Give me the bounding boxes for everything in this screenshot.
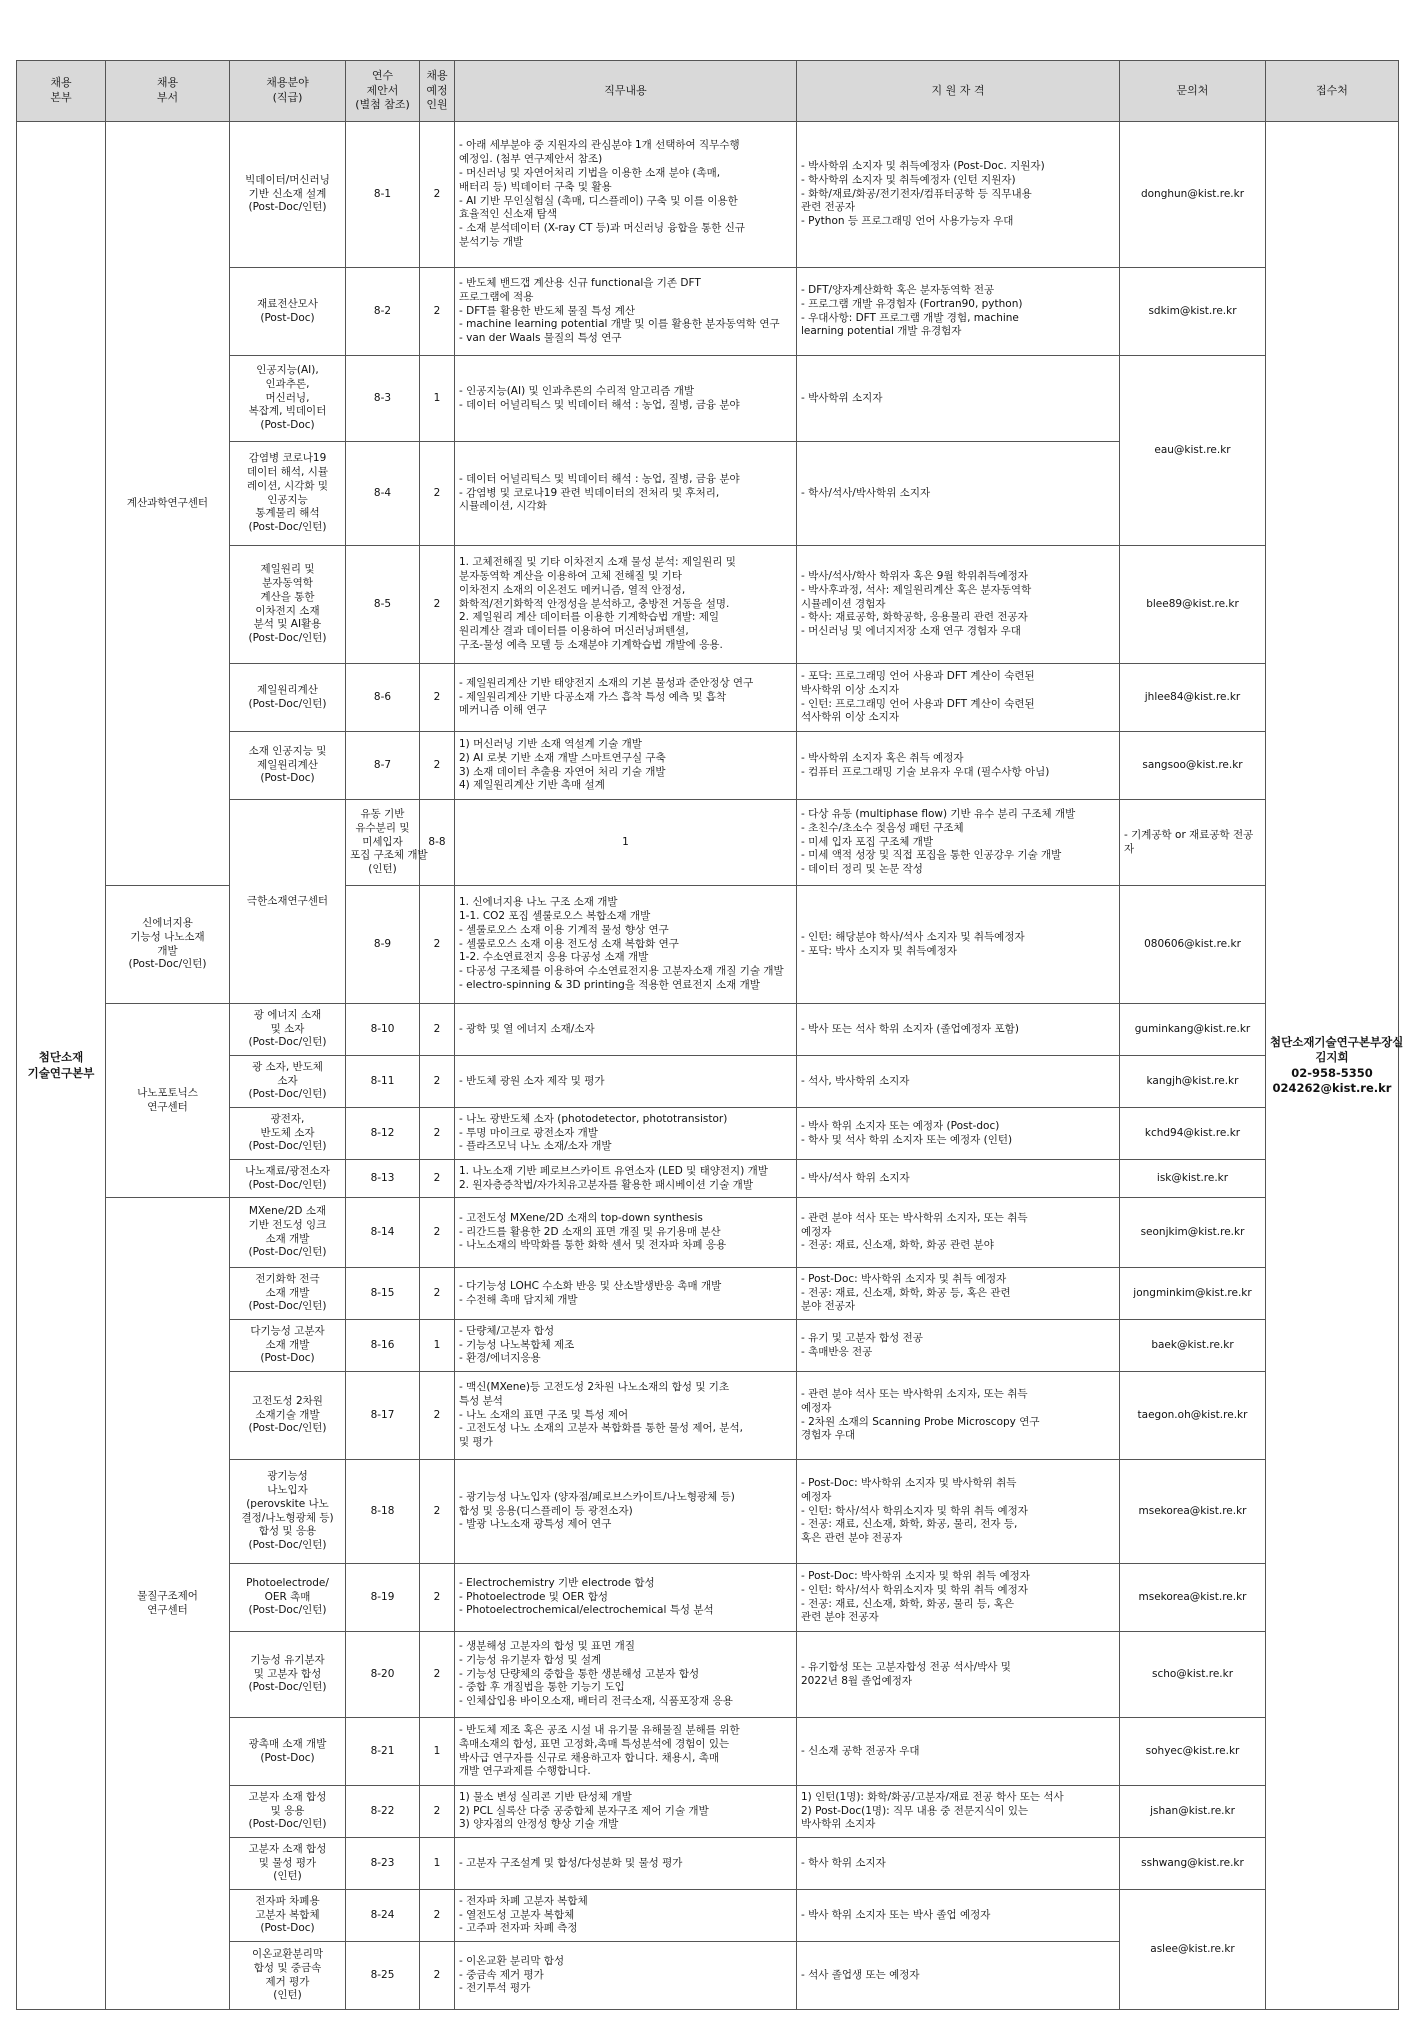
duty-cell: - 나노 광반도체 소자 (photodetector, phototransistor) - 투명 마이크로 광전소자 개발 - 플라즈모닉 나노 소재/소자 개발 xyxy=(455,1108,797,1160)
field-cell: 인공지능(AI), 인과추론, 머신러닝, 복잡계, 빅데이터 (Post-Doc) xyxy=(230,356,346,442)
contact-email[interactable]: guminkang@kist.re.kr xyxy=(1120,1004,1266,1056)
duty-cell: 1) 머신러닝 기반 소재 역설계 기술 개발 2) AI 로봇 기반 소재 개발 스마트연구실 구축 3) 소재 데이터 추출용 자연어 처리 기술 개발 4) 제일원리계산 기반 촉매 설계 xyxy=(455,732,797,800)
contact-email[interactable]: isk@kist.re.kr xyxy=(1120,1160,1266,1198)
contact-email[interactable]: seonjkim@kist.re.kr xyxy=(1120,1198,1266,1268)
qualification-cell: - 박사학위 소지자 및 취득예정자 (Post-Doc. 지원자) - 학사학위 소지자 및 취득예정자 (인턴 지원자) - 화학/재료/화공/전기전자/컴퓨터공학 등 직무내용 관련 전공자 - Python 등 프로그래밍 언어 사용가능자 우대 xyxy=(797,122,1120,268)
proposal-code: 8-21 xyxy=(346,1718,420,1786)
table-row xyxy=(17,1198,1399,1268)
duty-cell: 1. 나노소재 기반 페로브스카이트 유연소자 (LED 및 태양전지) 개발 2. 원자층증착법/자가치유고분자를 활용한 패시베이션 기술 개발 xyxy=(455,1160,797,1198)
contact-email[interactable]: baek@kist.re.kr xyxy=(1120,1320,1266,1372)
field-cell: 유동 기반 유수분리 및 미세입자 포집 구조체 개발 (인턴) xyxy=(346,800,420,886)
field-cell: 고분자 소재 합성 및 응용 (Post-Doc/인턴) xyxy=(230,1786,346,1838)
qualification-cell: - 유기 및 고분자 합성 전공 - 촉매반응 전공 xyxy=(797,1320,1120,1372)
header-count: 채용 예정 인원 xyxy=(420,61,455,122)
duty-cell: - 이온교환 분리막 합성 - 중금속 제거 평가 - 전기투석 평가 xyxy=(455,1942,797,2010)
headcount: 1 xyxy=(420,356,455,442)
field-cell: 빅데이터/머신러닝 기반 신소재 설계 (Post-Doc/인턴) xyxy=(230,122,346,268)
qualification-cell: - Post-Doc: 박사학위 소지자 및 학위 취득 예정자 - 인턴: 학사/석사 학위소지자 및 학위 취득 예정자 - 전공: 재료, 신소재, 화학, 화공, 물리 등, 혹은 관련 분야 전공자 xyxy=(797,1564,1120,1632)
field-cell: 나노재료/광전소자 (Post-Doc/인턴) xyxy=(230,1160,346,1198)
contact-email[interactable]: sdkim@kist.re.kr xyxy=(1120,268,1266,356)
contact-email[interactable]: msekorea@kist.re.kr xyxy=(1120,1460,1266,1564)
proposal-code: 8-23 xyxy=(346,1838,420,1890)
field-cell: Photoelectrode/ OER 촉매 (Post-Doc/인턴) xyxy=(230,1564,346,1632)
duty-cell: - 고분자 구조설계 및 합성/다성분화 및 물성 평가 xyxy=(455,1838,797,1890)
contact-email[interactable]: sshwang@kist.re.kr xyxy=(1120,1838,1266,1890)
receipt-cell: 첨단소재기술연구본부장실 김지희 02-958-5350 024262@kist.re.kr xyxy=(1266,122,1399,2010)
table-row xyxy=(17,886,1399,1004)
proposal-code: 8-20 xyxy=(346,1632,420,1718)
proposal-code: 8-12 xyxy=(346,1108,420,1160)
dept-cell: 물질구조제어 연구센터 xyxy=(106,1198,230,2010)
contact-email[interactable]: scho@kist.re.kr xyxy=(1120,1632,1266,1718)
headcount: 2 xyxy=(420,1460,455,1564)
headcount: 2 xyxy=(420,664,455,732)
qualification-cell: - 유기합성 또는 고분자합성 전공 석사/박사 및 2022년 8월 졸업예정자 xyxy=(797,1632,1120,1718)
field-cell: 광전자, 반도체 소자 (Post-Doc/인턴) xyxy=(230,1108,346,1160)
field-cell: 광 소자, 반도체 소자 (Post-Doc/인턴) xyxy=(230,1056,346,1108)
field-cell: 전자파 차폐용 고분자 복합체 (Post-Doc) xyxy=(230,1890,346,1942)
contact-email[interactable]: sangsoo@kist.re.kr xyxy=(1120,732,1266,800)
contact-email[interactable]: kchd94@kist.re.kr xyxy=(1120,1108,1266,1160)
qualification-cell: - Post-Doc: 박사학위 소지자 및 박사학위 취득 예정자 - 인턴: 학사/석사 학위소지자 및 학위 취득 예정자 - 전공: 재료, 신소재, 화학, 화공, 물리, 전자 등, 혹은 관련 분야 전공자 xyxy=(797,1460,1120,1564)
qualification-cell: - 인턴: 해당분야 학사/석사 소지자 및 취득예정자 - 포닥: 박사 소지자 및 취득예정자 xyxy=(797,886,1120,1004)
duty-cell: - 광기능성 나노입자 (양자점/페로브스카이트/나노형광체 등) 합성 및 응용(디스플레이 등 광전소자) - 발광 나노소재 광특성 제어 연구 xyxy=(455,1460,797,1564)
duty-cell: - Electrochemistry 기반 electrode 합성 - Photoelectrode 및 OER 합성 - Photoelectrochemical/electrochemical 특성 분석 xyxy=(455,1564,797,1632)
headcount: 2 xyxy=(420,886,455,1004)
division-cell: 첨단소재 기술연구본부 xyxy=(17,122,106,2010)
qualification-cell: - 박사/석사 학위 소지자 xyxy=(797,1160,1120,1198)
field-cell: 소재 인공지능 및 제일원리계산 (Post-Doc) xyxy=(230,732,346,800)
field-cell: 전기화학 전극 소재 개발 (Post-Doc/인턴) xyxy=(230,1268,346,1320)
headcount: 2 xyxy=(420,1160,455,1198)
contact-email[interactable]: jongminkim@kist.re.kr xyxy=(1120,1268,1266,1320)
contact-email[interactable]: aslee@kist.re.kr xyxy=(1120,1890,1266,2010)
duty-cell: - 다기능성 LOHC 수소화 반응 및 산소발생반응 촉매 개발 - 수전해 촉매 담지체 개발 xyxy=(455,1268,797,1320)
field-cell: MXene/2D 소재 기반 전도성 잉크 소재 개발 (Post-Doc/인턴) xyxy=(230,1198,346,1268)
duty-cell: 1. 신에너지용 나노 구조 소재 개발 1-1. CO2 포집 셀룰로오스 복합소재 개발 - 셀룰로오스 소재 이용 기계적 물성 향상 연구 - 셀룰로오스 소재 이용 전도성 소재 복합화 연구 1-2. 수소연료전지 응용 다공성 소재 개발 - 다공성 구조체를 이용하여 수소연료전지용 고분자소재 개질 기술 개발 - electro-spinning & 3D printing을 적용한 연료전지 소재 개발 xyxy=(455,886,797,1004)
duty-cell: - 인공지능(AI) 및 인과추론의 수리적 알고리즘 개발 - 데이터 어널리틱스 및 빅데이터 해석 : 농업, 질병, 금융 분야 xyxy=(455,356,797,442)
duty-cell: - 광학 및 열 에너지 소재/소자 xyxy=(455,1004,797,1056)
headcount: 2 xyxy=(420,1268,455,1320)
field-cell: 광 에너지 소재 및 소자 (Post-Doc/인턴) xyxy=(230,1004,346,1056)
field-cell: 고분자 소재 합성 및 물성 평가 (인턴) xyxy=(230,1838,346,1890)
qualification-cell: - 박사/석사/학사 학위자 혹은 9월 학위취득예정자 - 박사후과정, 석사: 제일원리계산 혹은 분자동역학 시뮬레이션 경험자 - 학사: 재료공학, 화학공학, 응용물리 관련 전공자 - 머신러닝 및 에너지저장 소재 연구 경험자 우대 xyxy=(797,546,1120,664)
header-row xyxy=(17,61,1399,122)
proposal-code: 8-24 xyxy=(346,1890,420,1942)
qualification-cell: - 박사학위 소지자 xyxy=(797,356,1120,442)
contact-email[interactable]: 080606@kist.re.kr xyxy=(1120,886,1266,1004)
duty-cell: - 고전도성 MXene/2D 소재의 top-down synthesis - 리간드를 활용한 2D 소재의 표면 개질 및 유기용매 분산 - 나노소재의 박막화를 통한 화학 센서 및 전자파 차폐 응용 xyxy=(455,1198,797,1268)
field-cell: 기능성 유기분자 및 고분자 합성 (Post-Doc/인턴) xyxy=(230,1632,346,1718)
proposal-code: 8-10 xyxy=(346,1004,420,1056)
contact-email[interactable]: eau@kist.re.kr xyxy=(1120,356,1266,546)
contact-email[interactable]: msekorea@kist.re.kr xyxy=(1120,1564,1266,1632)
duty-cell: - 반도체 제조 혹은 공조 시설 내 유기물 유해물질 분해를 위한 촉매소재의 합성, 표면 고정화,촉매 특성분석에 경험이 있는 박사급 연구자를 신규로 채용하고자 합니다. 채용시, 촉매 개발 연구과제를 수행합니다. xyxy=(455,1718,797,1786)
headcount: 2 xyxy=(420,122,455,268)
dept-cell: 계산과학연구센터 xyxy=(106,122,230,886)
proposal-code: 8-5 xyxy=(346,546,420,664)
headcount: 1 xyxy=(420,1320,455,1372)
field-cell: 제일원리계산 (Post-Doc/인턴) xyxy=(230,664,346,732)
qualification-cell: - 신소재 공학 전공자 우대 xyxy=(797,1718,1120,1786)
proposal-code: 8-4 xyxy=(346,442,420,546)
dept-cell: 극한소재연구센터 xyxy=(230,800,346,1004)
duty-cell: - 전자파 차폐 고분자 복합체 - 열전도성 고분자 복합체 - 고주파 전자파 차폐 측정 xyxy=(455,1890,797,1942)
headcount: 2 xyxy=(420,1004,455,1056)
qualification-cell: - 학사/석사/박사학위 소지자 xyxy=(797,442,1120,546)
table-row xyxy=(17,1004,1399,1056)
qualification-cell: - DFT/양자계산화학 혹은 분자동역학 전공 - 프로그램 개발 유경험자 (Fortran90, python) - 우대사항: DFT 프로그램 개발 경험, machine learning potential 개발 유경험자 xyxy=(797,268,1120,356)
headcount: 2 xyxy=(420,1632,455,1718)
headcount: 1 xyxy=(420,1838,455,1890)
proposal-code: 8-6 xyxy=(346,664,420,732)
contact-email[interactable]: donghun@kist.re.kr xyxy=(1120,122,1266,268)
headcount: 2 xyxy=(420,1108,455,1160)
qualification-cell: - 석사 졸업생 또는 예정자 xyxy=(797,1942,1120,2010)
headcount: 2 xyxy=(420,268,455,356)
headcount: 2 xyxy=(420,1890,455,1942)
proposal-code: 8-3 xyxy=(346,356,420,442)
field-cell: 재료전산모사 (Post-Doc) xyxy=(230,268,346,356)
headcount: 2 xyxy=(420,546,455,664)
headcount: 2 xyxy=(420,442,455,546)
headcount: 2 xyxy=(420,1372,455,1460)
headcount: 2 xyxy=(420,1056,455,1108)
field-cell: 다기능성 고분자 소재 개발 (Post-Doc) xyxy=(230,1320,346,1372)
duty-cell: - 단량체/고분자 합성 - 기능성 나노복합체 제조 - 환경/에너지응용 xyxy=(455,1320,797,1372)
header-division: 채용 본부 xyxy=(17,61,106,122)
qualification-cell: - 석사, 박사학위 소지자 xyxy=(797,1056,1120,1108)
proposal-code: 8-25 xyxy=(346,1942,420,2010)
qualification-cell: 1) 인턴(1명): 화학/화공/고분자/재료 전공 학사 또는 석사 2) Post-Doc(1명): 직무 내용 중 전문지식이 있는 박사학위 소지자 xyxy=(797,1786,1120,1838)
field-cell: 광촉매 소재 개발 (Post-Doc) xyxy=(230,1718,346,1786)
duty-cell: - 아래 세부분야 중 지원자의 관심분야 1개 선택하여 직무수행 예정임. (첨부 연구제안서 참조) - 머신러닝 및 자연어처리 기법을 이용한 소재 분야 (촉매, 배터리 등) 빅데이터 구축 및 활용 - AI 기반 무인실험실 (촉매, 디스플레이) 구축 및 이를 이용한 효율적인 신소재 탐색 - 소재 분석데이터 (X-ray CT 등)과 머신러닝 융합을 통한 신규 분석기능 개발 xyxy=(455,122,797,268)
contact-email[interactable]: blee89@kist.re.kr xyxy=(1120,546,1266,664)
headcount: 2 xyxy=(420,1942,455,2010)
duty-cell: - 다상 유동 (multiphase flow) 기반 유수 분리 구조체 개발 - 초친수/초소수 젖음성 패턴 구조체 - 미세 입자 포집 구조체 개발 - 미세 액적 성장 및 직접 포집을 통한 인공강우 기술 개발 - 데이터 정리 및 논문 작성 xyxy=(797,800,1120,886)
field-cell: 감염병 코로나19 데이터 해석, 시뮬 레이션, 시각화 및 인공지능 통계물리 해석 (Post-Doc/인턴) xyxy=(230,442,346,546)
headcount: 2 xyxy=(420,1198,455,1268)
qualification-cell: - 관련 분야 석사 또는 박사학위 소지자, 또는 취득 예정자 - 2차원 소재의 Scanning Probe Microscopy 연구 경험자 우대 xyxy=(797,1372,1120,1460)
proposal-code: 8-7 xyxy=(346,732,420,800)
qualification-cell: - 박사 또는 석사 학위 소지자 (졸업예정자 포함) xyxy=(797,1004,1120,1056)
contact-email[interactable]: jshan@kist.re.kr xyxy=(1120,1786,1266,1838)
qualification-cell: - 박사학위 소지자 혹은 취득 예정자 - 컴퓨터 프로그래밍 기술 보유자 우대 (필수사항 아님) xyxy=(797,732,1120,800)
contact-email[interactable]: sohyec@kist.re.kr xyxy=(1120,1718,1266,1786)
duty-cell: 1) 물소 변성 실리콘 기반 탄성체 개발 2) PCL 실록산 다중 공중합체 분자구조 제어 기술 개발 3) 양자점의 안정성 향상 기술 개발 xyxy=(455,1786,797,1838)
contact-email[interactable]: jhlee84@kist.re.kr xyxy=(1120,664,1266,732)
contact-email[interactable]: taegon.oh@kist.re.kr xyxy=(1120,1372,1266,1460)
proposal-code: 8-16 xyxy=(346,1320,420,1372)
header-duty: 직무내용 xyxy=(455,61,797,122)
table-row xyxy=(17,122,1399,268)
qualification-cell: - 박사 학위 소지자 또는 박사 졸업 예정자 xyxy=(797,1890,1120,1942)
recruitment-table xyxy=(16,60,1404,2010)
qualification-cell: - 기계공학 or 재료공학 전공자 xyxy=(1120,800,1266,886)
dept-cell: 나노포토닉스 연구센터 xyxy=(106,1004,230,1198)
proposal-code: 8-18 xyxy=(346,1460,420,1564)
duty-cell: - 생분해성 고분자의 합성 및 표면 개질 - 기능성 유기분자 합성 및 설계 - 기능성 단량체의 중합을 통한 생분해성 고분자 합성 - 중합 후 개질법을 통한 기능기 도입 - 인체삽입용 바이오소재, 배터리 전극소재, 식품포장재 응용 xyxy=(455,1632,797,1718)
duty-cell: - 반도체 밴드갭 계산용 신규 functional을 기존 DFT 프로그램에 적용 - DFT를 활용한 반도체 물질 특성 계산 - machine learning potential 개발 및 이를 활용한 분자동역학 연구 - van der Waals 물질의 특성 연구 xyxy=(455,268,797,356)
proposal-code: 8-15 xyxy=(346,1268,420,1320)
header-dept: 채용 부서 xyxy=(106,61,230,122)
proposal-code: 8-9 xyxy=(346,886,420,1004)
header-receipt: 접수처 xyxy=(1266,61,1399,122)
field-cell: 고전도성 2차원 소재기술 개발 (Post-Doc/인턴) xyxy=(230,1372,346,1460)
proposal-code: 8-19 xyxy=(346,1564,420,1632)
headcount: 2 xyxy=(420,1564,455,1632)
field-cell: 이온교환분리막 합성 및 중금속 제거 평가 (인턴) xyxy=(230,1942,346,2010)
proposal-code: 8-11 xyxy=(346,1056,420,1108)
proposal-code: 8-22 xyxy=(346,1786,420,1838)
headcount: 2 xyxy=(420,732,455,800)
headcount: 2 xyxy=(420,1786,455,1838)
field-cell: 제일원리 및 분자동역학 계산을 통한 이차전지 소재 분석 및 AI활용 (Post-Doc/인턴) xyxy=(230,546,346,664)
proposal-code: 8-17 xyxy=(346,1372,420,1460)
headcount: 1 xyxy=(455,800,797,886)
qualification-cell: - 관련 분야 석사 또는 박사학위 소지자, 또는 취득 예정자 - 전공: 재료, 신소재, 화학, 화공 관련 분야 xyxy=(797,1198,1120,1268)
proposal-code: 8-2 xyxy=(346,268,420,356)
duty-cell: - 데이터 어널리틱스 및 빅데이터 해석 : 농업, 질병, 금융 분야 - 감염병 및 코로나19 관련 빅데이터의 전처리 및 후처리, 시뮬레이션, 시각화 xyxy=(455,442,797,546)
proposal-code: 8-1 xyxy=(346,122,420,268)
headcount: 1 xyxy=(420,1718,455,1786)
header-proposal: 연수 제안서 (별첨 참조) xyxy=(346,61,420,122)
duty-cell: - 제일원리계산 기반 태양전지 소재의 기본 물성과 준안정상 연구 - 제일원리계산 기반 다공소재 가스 흡착 특성 예측 및 흡착 메커니즘 이해 연구 xyxy=(455,664,797,732)
header-qualification: 지 원 자 격 xyxy=(797,61,1120,122)
duty-cell: - 반도체 광원 소자 제작 및 평가 xyxy=(455,1056,797,1108)
header-field: 채용분야 (직급) xyxy=(230,61,346,122)
duty-cell: - 맥신(MXene)등 고전도성 2차원 나노소재의 합성 및 기초 특성 분석 - 나노 소재의 표면 구조 및 특성 제어 - 고전도성 나노 소재의 고분자 복합화를 통한 물성 제어, 분석, 및 평가 xyxy=(455,1372,797,1460)
qualification-cell: - 박사 학위 소지자 또는 예정자 (Post-doc) - 학사 및 석사 학위 소지자 또는 예정자 (인턴) xyxy=(797,1108,1120,1160)
contact-email[interactable]: kangjh@kist.re.kr xyxy=(1120,1056,1266,1108)
field-cell: 신에너지용 기능성 나노소재 개발 (Post-Doc/인턴) xyxy=(106,886,230,1004)
duty-cell: 1. 고체전해질 및 기타 이차전지 소재 물성 분석: 제일원리 및 분자동역학 계산을 이용하여 고체 전해질 및 기타 이차전지 소재의 이온전도 메커니즘, 열적 안정성, 화학적/전기화학적 안정성을 분석하고, 충방전 거동을 설명. 2. 제일원리 계산 데이터를 이용한 기계학습법 개발: 제일 원리계산 결과 데이터를 이용하여 머신러닝퍼텐셜, 구조-물성 예측 모델 등 소재분야 기계학습법 개발에 응용. xyxy=(455,546,797,664)
proposal-code: 8-14 xyxy=(346,1198,420,1268)
qualification-cell: - Post-Doc: 박사학위 소지자 및 취득 예정자 - 전공: 재료, 신소재, 화학, 화공 등, 혹은 관련 분야 전공자 xyxy=(797,1268,1120,1320)
header-contact: 문의처 xyxy=(1120,61,1266,122)
qualification-cell: - 포닥: 프로그래밍 언어 사용과 DFT 계산이 숙련된 박사학위 이상 소지자 - 인턴: 프로그래밍 언어 사용과 DFT 계산이 숙련된 석사학위 이상 소지자 xyxy=(797,664,1120,732)
proposal-code: 8-13 xyxy=(346,1160,420,1198)
proposal-code: 8-8 xyxy=(420,800,455,886)
field-cell: 광기능성 나노입자 (perovskite 나노 결정/나노형광체 등) 합성 및 응용 (Post-Doc/인턴) xyxy=(230,1460,346,1564)
qualification-cell: - 학사 학위 소지자 xyxy=(797,1838,1120,1890)
